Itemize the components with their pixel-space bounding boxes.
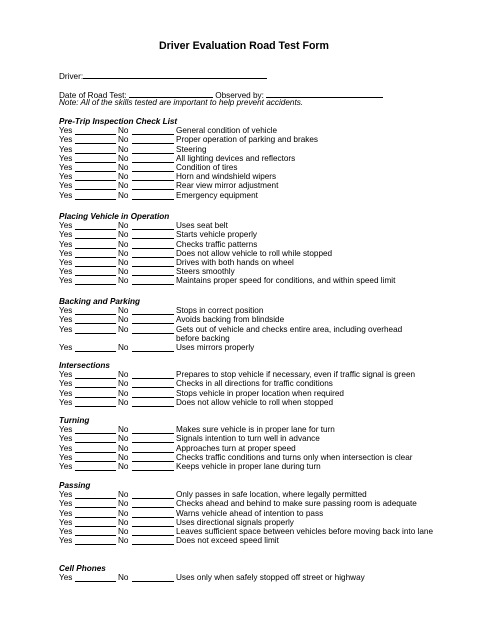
- item-description: Proper operation of parking and brakes: [176, 135, 319, 145]
- yes-label: Yes: [59, 379, 73, 389]
- no-blank[interactable]: [132, 343, 174, 352]
- yes-blank[interactable]: [75, 154, 116, 163]
- yes-label: Yes: [59, 153, 73, 163]
- yes-blank[interactable]: [75, 181, 116, 190]
- no-blank[interactable]: [132, 181, 174, 190]
- yes-label: Yes: [59, 517, 73, 527]
- yes-blank[interactable]: [75, 221, 116, 230]
- no-label: No: [118, 370, 129, 380]
- item-description: Warns vehicle ahead of intention to pass: [176, 508, 324, 518]
- yes-label: Yes: [59, 181, 73, 191]
- no-label: No: [118, 490, 129, 500]
- driver-line: [59, 70, 267, 81]
- section-title: Intersections: [59, 361, 110, 370]
- yes-blank[interactable]: [75, 276, 116, 285]
- no-label: No: [118, 379, 129, 389]
- no-blank[interactable]: [132, 453, 174, 462]
- yes-label: Yes: [59, 163, 73, 172]
- item-description: Horn and windshield wipers: [176, 172, 277, 182]
- no-label: No: [118, 425, 129, 435]
- page-title: Driver Evaluation Road Test Form: [159, 40, 329, 52]
- no-blank[interactable]: [132, 315, 174, 324]
- yes-label: Yes: [59, 126, 73, 136]
- item-description: Stops vehicle in proper location when required: [176, 388, 344, 398]
- section-title: Passing: [59, 481, 91, 490]
- driver-field[interactable]: [83, 70, 267, 79]
- no-blank[interactable]: [132, 230, 174, 239]
- item-description: Rear view mirror adjustment: [176, 181, 279, 191]
- yes-blank[interactable]: [75, 453, 116, 462]
- yes-blank[interactable]: [75, 379, 116, 388]
- yes-label: Yes: [59, 573, 73, 583]
- yes-label: Yes: [59, 490, 73, 500]
- yes-label: Yes: [59, 248, 73, 258]
- no-blank[interactable]: [132, 509, 174, 518]
- no-label: No: [118, 527, 129, 536]
- no-label: No: [118, 221, 129, 231]
- yes-label: Yes: [59, 397, 73, 407]
- no-label: No: [118, 462, 129, 471]
- yes-label: Yes: [59, 239, 73, 249]
- observed-by-field[interactable]: [266, 89, 383, 98]
- yes-blank[interactable]: [75, 230, 116, 239]
- no-blank[interactable]: [132, 499, 174, 508]
- item-description: Checks traffic patterns: [176, 239, 258, 249]
- yes-label: Yes: [59, 462, 73, 471]
- no-blank[interactable]: [132, 379, 174, 388]
- no-label: No: [118, 517, 129, 527]
- yes-blank[interactable]: [75, 240, 116, 249]
- no-blank[interactable]: [132, 536, 174, 545]
- yes-label: Yes: [59, 135, 73, 145]
- item-description: Does not allow vehicle to roll when stopped: [176, 397, 334, 407]
- yes-blank[interactable]: [75, 306, 116, 315]
- no-blank[interactable]: [132, 163, 174, 172]
- no-blank[interactable]: [132, 490, 174, 499]
- no-blank[interactable]: [132, 145, 174, 154]
- item-description-continued: before backing: [176, 333, 230, 343]
- yes-blank[interactable]: [75, 249, 116, 258]
- no-label: No: [118, 248, 129, 258]
- no-blank[interactable]: [132, 276, 174, 285]
- no-blank[interactable]: [132, 370, 174, 379]
- yes-label: Yes: [59, 267, 73, 277]
- yes-label: Yes: [59, 258, 73, 267]
- yes-label: Yes: [59, 434, 73, 444]
- yes-blank[interactable]: [75, 425, 116, 434]
- yes-label: Yes: [59, 315, 73, 325]
- yes-blank[interactable]: [75, 444, 116, 453]
- no-label: No: [118, 181, 129, 191]
- note-text: Note: All of the skills tested are important to help prevent accidents.: [59, 98, 304, 107]
- section-title: Backing and Parking: [59, 297, 140, 306]
- no-label: No: [118, 190, 129, 200]
- no-label: No: [118, 397, 129, 407]
- driver-label: Driver:: [59, 72, 84, 81]
- yes-label: Yes: [59, 370, 73, 380]
- observed-by-label: Observed by:: [215, 91, 264, 100]
- yes-blank[interactable]: [75, 398, 116, 407]
- yes-blank[interactable]: [75, 343, 116, 352]
- no-label: No: [118, 126, 129, 136]
- no-label: No: [118, 499, 129, 509]
- yes-label: Yes: [59, 144, 73, 154]
- item-description: Only passes in safe location, where legally permitted: [176, 490, 367, 500]
- yes-blank[interactable]: [75, 135, 116, 144]
- item-description: Drives with both hands on wheel: [176, 258, 294, 267]
- yes-blank[interactable]: [75, 462, 116, 471]
- item-description: Condition of tires: [176, 163, 238, 172]
- no-label: No: [118, 163, 129, 172]
- yes-blank[interactable]: [75, 370, 116, 379]
- no-label: No: [118, 153, 129, 163]
- section-title: Pre-Trip Inspection Check List: [59, 117, 178, 126]
- yes-label: Yes: [59, 443, 73, 453]
- no-label: No: [118, 135, 129, 145]
- item-description: Prepares to stop vehicle if necessary, even if traffic signal is green: [176, 370, 416, 380]
- yes-blank[interactable]: [75, 163, 116, 172]
- item-description: Uses only when safely stopped off street or highway: [176, 573, 365, 583]
- yes-blank[interactable]: [75, 499, 116, 508]
- item-description: Avoids backing from blindside: [176, 315, 285, 325]
- yes-blank[interactable]: [75, 434, 116, 443]
- no-blank[interactable]: [132, 518, 174, 527]
- item-description: Starts vehicle properly: [176, 230, 257, 240]
- no-blank[interactable]: [132, 398, 174, 407]
- no-label: No: [118, 239, 129, 249]
- item-description: Maintains proper speed for conditions, and within speed limit: [176, 276, 396, 286]
- no-blank[interactable]: [132, 191, 174, 200]
- no-blank[interactable]: [132, 434, 174, 443]
- date-label: Date of Road Test:: [59, 91, 127, 100]
- no-label: No: [118, 508, 129, 518]
- yes-label: Yes: [59, 230, 73, 240]
- yes-label: Yes: [59, 452, 73, 462]
- no-blank[interactable]: [132, 267, 174, 276]
- no-blank[interactable]: [132, 425, 174, 434]
- no-blank[interactable]: [132, 527, 174, 536]
- yes-label: Yes: [59, 388, 73, 398]
- no-label: No: [118, 434, 129, 444]
- yes-blank[interactable]: [75, 145, 116, 154]
- no-label: No: [118, 536, 129, 546]
- yes-blank[interactable]: [75, 573, 116, 582]
- no-blank[interactable]: [132, 221, 174, 230]
- no-blank[interactable]: [132, 240, 174, 249]
- no-label: No: [118, 452, 129, 462]
- item-description: Steers smoothly: [176, 267, 235, 277]
- yes-label: Yes: [59, 425, 73, 435]
- yes-blank[interactable]: [75, 325, 116, 334]
- item-description: All lighting devices and reflectors: [176, 153, 296, 163]
- yes-blank[interactable]: [75, 126, 116, 135]
- yes-label: Yes: [59, 172, 73, 182]
- yes-blank[interactable]: [75, 258, 116, 267]
- no-blank[interactable]: [132, 172, 174, 181]
- no-label: No: [118, 573, 129, 583]
- no-label: No: [118, 276, 129, 286]
- item-description: Checks ahead and behind to make sure passing room is adequate: [176, 499, 417, 509]
- yes-label: Yes: [59, 499, 73, 509]
- yes-label: Yes: [59, 221, 73, 231]
- section-title: Turning: [59, 416, 90, 425]
- yes-blank[interactable]: [75, 518, 116, 527]
- item-description: Keeps vehicle in proper lane during turn: [176, 462, 321, 471]
- yes-label: Yes: [59, 343, 73, 352]
- no-blank[interactable]: [132, 126, 174, 135]
- yes-blank[interactable]: [75, 315, 116, 324]
- no-label: No: [118, 267, 129, 277]
- date-field[interactable]: [129, 89, 213, 98]
- item-description: Uses seat belt: [176, 221, 228, 231]
- no-label: No: [118, 343, 129, 352]
- item-description: Gets out of vehicle and checks entire area, including overhead: [176, 324, 403, 334]
- yes-blank[interactable]: [75, 191, 116, 200]
- no-blank[interactable]: [132, 135, 174, 144]
- no-blank[interactable]: [132, 249, 174, 258]
- yes-label: Yes: [59, 276, 73, 286]
- no-blank[interactable]: [132, 258, 174, 267]
- no-label: No: [118, 388, 129, 398]
- no-blank[interactable]: [132, 325, 174, 334]
- section-title: Cell Phones: [59, 564, 106, 573]
- item-description: Does not allow vehicle to roll while stopped: [176, 248, 333, 258]
- no-blank[interactable]: [132, 573, 174, 582]
- no-label: No: [118, 172, 129, 182]
- item-description: Checks in all directions for traffic conditions: [176, 379, 333, 389]
- no-label: No: [118, 144, 129, 154]
- item-description: Uses mirrors properly: [176, 343, 255, 352]
- no-label: No: [118, 324, 129, 334]
- yes-blank[interactable]: [75, 389, 116, 398]
- item-description: Makes sure vehicle is in proper lane for turn: [176, 425, 335, 435]
- yes-label: Yes: [59, 536, 73, 546]
- yes-blank[interactable]: [75, 490, 116, 499]
- yes-blank[interactable]: [75, 527, 116, 536]
- no-label: No: [118, 443, 129, 453]
- item-description: Does not exceed speed limit: [176, 536, 279, 546]
- item-description: Approaches turn at proper speed: [176, 443, 296, 453]
- item-description: General condition of vehicle: [176, 126, 278, 136]
- yes-blank[interactable]: [75, 509, 116, 518]
- no-label: No: [118, 306, 129, 316]
- item-description: Uses directional signals properly: [176, 517, 294, 527]
- no-label: No: [118, 315, 129, 325]
- item-description: Checks traffic conditions and turns only when intersection is clear: [176, 452, 413, 462]
- item-description: Signals intention to turn well in advance: [176, 434, 320, 444]
- yes-label: Yes: [59, 324, 73, 334]
- item-description: Steering: [176, 144, 207, 154]
- no-blank[interactable]: [132, 444, 174, 453]
- yes-label: Yes: [59, 508, 73, 518]
- section-title: Placing Vehicle in Operation: [59, 212, 170, 221]
- yes-blank[interactable]: [75, 267, 116, 276]
- no-blank[interactable]: [132, 389, 174, 398]
- item-description: Emergency equipment: [176, 190, 258, 200]
- no-blank[interactable]: [132, 154, 174, 163]
- no-blank[interactable]: [132, 306, 174, 315]
- no-label: No: [118, 258, 129, 267]
- yes-blank[interactable]: [75, 536, 116, 545]
- item-description: Stops in correct position: [176, 306, 264, 316]
- item-description: Leaves sufficient space between vehicles before moving back into lane: [176, 527, 434, 536]
- no-blank[interactable]: [132, 462, 174, 471]
- no-label: No: [118, 230, 129, 240]
- yes-label: Yes: [59, 190, 73, 200]
- yes-label: Yes: [59, 527, 73, 536]
- yes-blank[interactable]: [75, 172, 116, 181]
- yes-label: Yes: [59, 306, 73, 316]
